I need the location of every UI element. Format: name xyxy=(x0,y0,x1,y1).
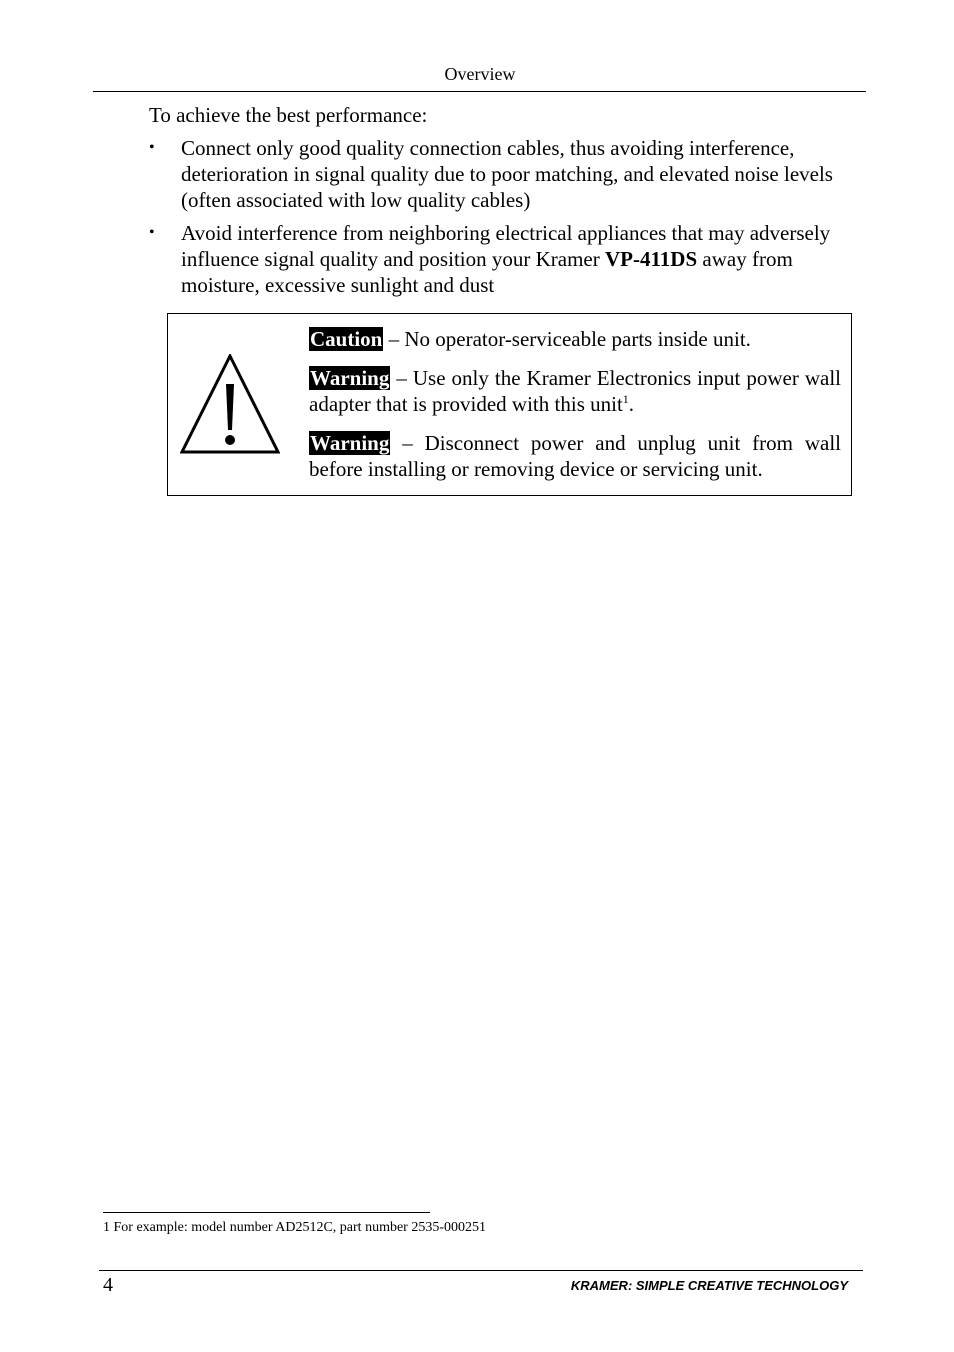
footer-divider xyxy=(99,1270,863,1271)
warning-message-end: . xyxy=(628,392,635,416)
caution-text-block xyxy=(309,326,841,495)
caution-message: – No operator-serviceable parts inside unit. xyxy=(383,327,751,351)
bullet-text: Connect only good quality connection cables, thus avoiding interference, deterioration in signal quality due to poor matching, and elevated noise levels (often associated with low quality cables) xyxy=(181,136,833,212)
bullet-icon: • xyxy=(149,224,155,241)
page-number: 4 xyxy=(103,1274,113,1296)
list-item xyxy=(149,220,849,298)
bullet-text-continued: away from moisture, excessive sunlight and dust xyxy=(181,247,793,297)
bullet-text: Avoid interference from neighboring electrical appliances that may adversely influence signal quality and position your Kramer xyxy=(181,221,831,271)
list-item xyxy=(149,135,849,213)
warning-message: – Use only the Kramer Electronics input power wall adapter that is provided with this unit xyxy=(309,366,841,416)
bullet-icon: • xyxy=(149,139,155,156)
caution-item xyxy=(309,326,841,352)
warning-label: Warning xyxy=(310,431,390,455)
footnote-divider xyxy=(103,1212,430,1213)
warning-triangle-icon xyxy=(180,354,280,454)
caution-label: Caution xyxy=(310,327,383,351)
page-header-title: Overview xyxy=(444,64,516,84)
caution-box xyxy=(167,313,852,496)
warning-message: – Disconnect power and unplug unit from wall before installing or removing device or servicing unit. xyxy=(309,431,841,481)
warning-label: Warning xyxy=(310,366,390,390)
intro-text: To achieve the best performance: xyxy=(149,103,428,127)
product-model: VP-411DS xyxy=(604,247,698,271)
footnote-reference[interactable]: 1 xyxy=(622,392,629,406)
performance-bullet-list xyxy=(149,135,849,305)
warning-item xyxy=(309,365,841,417)
footnote: 1 For example: model number AD2512C, part number 2535-000251 xyxy=(103,1220,486,1235)
footer-brand: KRAMER: SIMPLE CREATIVE TECHNOLOGY xyxy=(570,1278,848,1293)
header-divider xyxy=(93,91,866,92)
warning-item xyxy=(309,430,841,482)
